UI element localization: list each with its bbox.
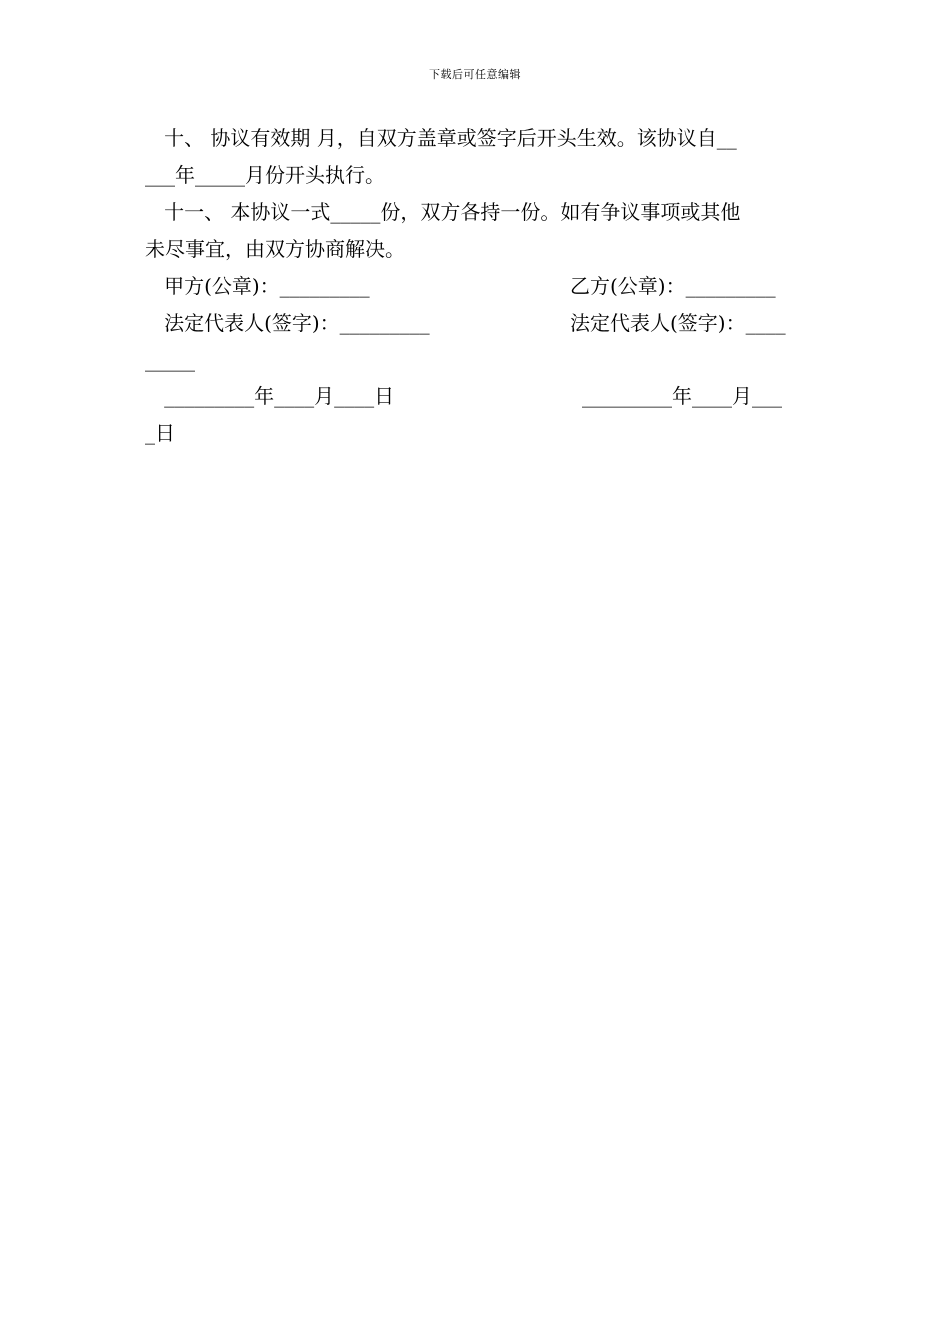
- party-b-seal-field: 乙方(公章)：_________: [570, 274, 776, 298]
- clause-11-line-1: 十一、 本协议一式_____份，双方各持一份。如有争议事项或其他: [145, 200, 741, 224]
- party-a-date-field: _________年____月____日: [145, 384, 395, 408]
- clause-11-line-2: 未尽事宜，由双方协商解决。: [145, 237, 405, 261]
- party-b-representative-field: 法定代表人(签字)：____: [570, 311, 786, 335]
- page-header: 下载后可任意编辑: [429, 68, 521, 81]
- clause-10-line-2: ___年_____月份开头执行。: [145, 163, 385, 187]
- party-a-representative-field: 法定代表人(签字)：_________: [145, 311, 430, 335]
- clause-10-line-1: 十、 协议有效期 月，自双方盖章或签字后开头生效。该协议自__: [145, 126, 737, 150]
- party-b-date-field: _________年____月___: [582, 384, 782, 408]
- party-b-representative-wrap: _____: [145, 348, 195, 372]
- party-b-date-wrap: _日: [145, 421, 175, 445]
- party-a-seal-field: 甲方(公章)：_________: [145, 274, 370, 298]
